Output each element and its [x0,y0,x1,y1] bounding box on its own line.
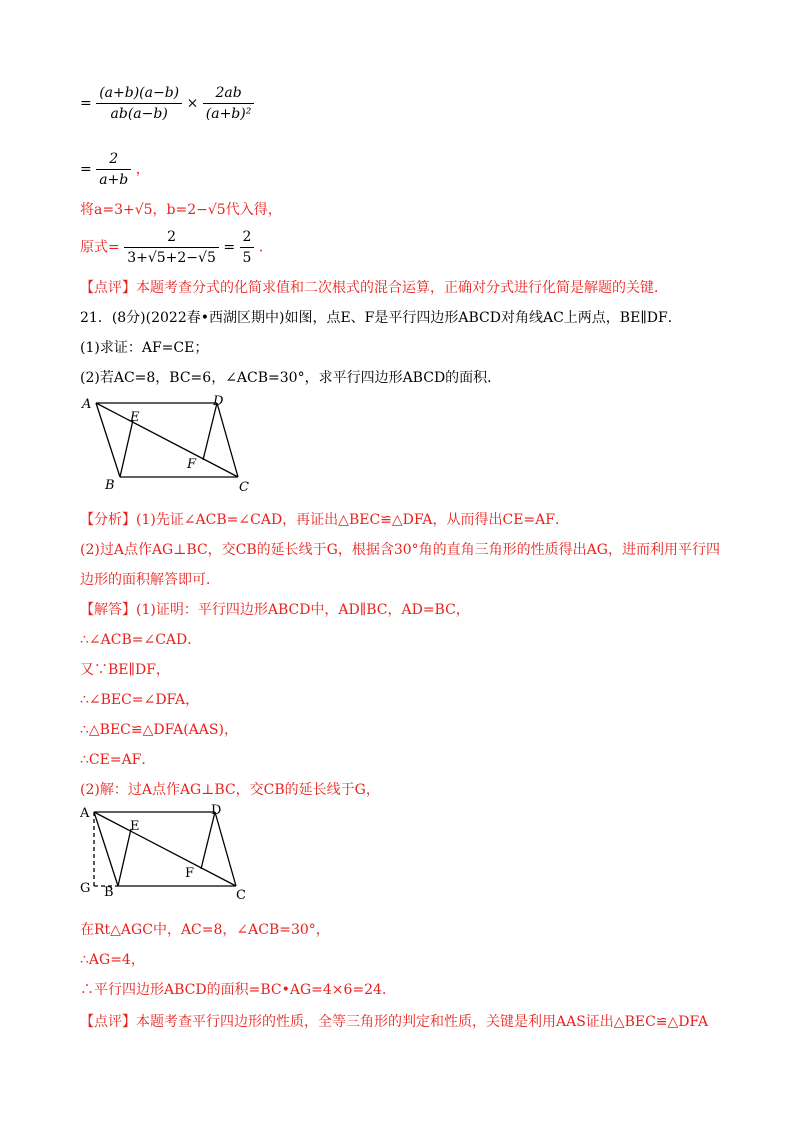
orig-numerator: 2 [124,228,219,248]
eq1-denominator-2: (a+b)² [205,106,252,122]
solution-line-1: 【解答】(1)证明：平行四边形ABCD中，AD∥BC，AD=BC， [80,602,470,618]
fig1-label-e: E [130,410,140,425]
eq1-times: × [186,95,199,112]
substitution-line: 将a=3+√5，b=2−√5代入得， [80,202,282,218]
solution-line-7: (2)解：过A点作AG⊥BC，交CB的延长线于G， [80,782,380,798]
eq2-denominator: a+b [99,172,129,188]
solution-line-5: ∴△BEC≌△DFA(AAS)， [80,722,238,738]
eq1-fraction-1 [96,84,182,123]
solution2-line-1: 在Rt△AGC中，AC=8，∠ACB=30°， [80,922,330,938]
analysis-line-1: 【分析】(1)先证∠ACB=∠CAD，再证出△BEC≌△DFA，从而得出CE=AF． [80,512,569,528]
problem-part-2: (2)若AC=8，BC=6，∠ACB=30°，求平行四边形ABCD的面积． [80,370,502,386]
parallelogram-figure-1 [80,394,260,494]
fig1-label-c: C [239,480,249,494]
problem-stem: 21．(8分)(2022春•西湖区期中)如图，点E、F是平行四边形ABCD对角线AC上两点，BE∥DF． [80,310,682,326]
eq2-numerator: 2 [96,150,131,170]
original-expression [80,228,273,267]
fig2-label-e: E [130,819,140,834]
eq1-denominator-1: ab(a−b) [110,106,168,122]
solution2-line-3: ∴平行四边形ABCD的面积=BC•AG=4×6=24． [80,982,396,998]
fig2-label-d: D [211,803,222,818]
solution-line-4: ∴∠BEC=∠DFA， [80,692,200,708]
orig-result-fraction [240,228,255,267]
fig1-label-f: F [187,457,197,472]
solution-line-2: ∴∠ACB=∠CAD． [80,632,202,648]
fig2-label-a: A [80,806,90,821]
solution2-line-2: ∴AG=4， [80,952,145,968]
review-2: 【点评】本题考查平行四边形的性质，全等三角形的判定和性质，关键是利用AAS证出△BEC≌△DFA [80,1014,709,1030]
fig2-label-f: F [185,866,195,881]
eq2-prefix: = [80,161,92,178]
problem-part-1: (1)求证：AF=CE； [80,340,209,356]
analysis-line-2: (2)过A点作AG⊥BC，交CB的延长线于G，根据含30°角的直角三角形的性质得出AG，进而利用平行四 [80,542,720,558]
solution-line-3: 又∵BE∥DF， [80,662,170,678]
fig2-label-g: G [80,881,91,896]
analysis-line-3: 边形的面积解答即可． [80,572,220,588]
eq1-prefix: = [80,95,92,112]
eq2-suffix: ， [135,161,150,178]
parallelogram-figure-2 [78,800,258,900]
eq1-numerator-2: 2ab [203,84,255,104]
orig-fraction [124,228,219,267]
eq1-fraction-2 [203,84,255,123]
review-1: 【点评】本题考查分式的化简求值和二次根式的混合运算，正确对分式进行化简是解题的关键． [80,280,668,296]
eq2-fraction [96,150,131,189]
fig1-label-d: D [213,394,224,409]
orig-denominator: 3+√5+2−√5 [127,250,216,266]
orig-result-denominator: 5 [242,250,252,266]
orig-suffix: ． [258,239,273,256]
fig2-label-b: B [104,885,114,900]
orig-prefix: 原式= [80,239,120,256]
eq1-numerator-1: (a+b)(a−b) [96,84,182,104]
fig1-label-b: B [105,478,115,493]
solution-line-6: ∴CE=AF． [80,752,156,768]
fig2-label-c: C [236,888,246,900]
orig-equals: = [223,239,236,256]
fig1-label-a: A [82,397,92,412]
equation-2 [80,150,150,189]
equation-1 [80,84,254,123]
orig-result-numerator: 2 [240,228,255,248]
